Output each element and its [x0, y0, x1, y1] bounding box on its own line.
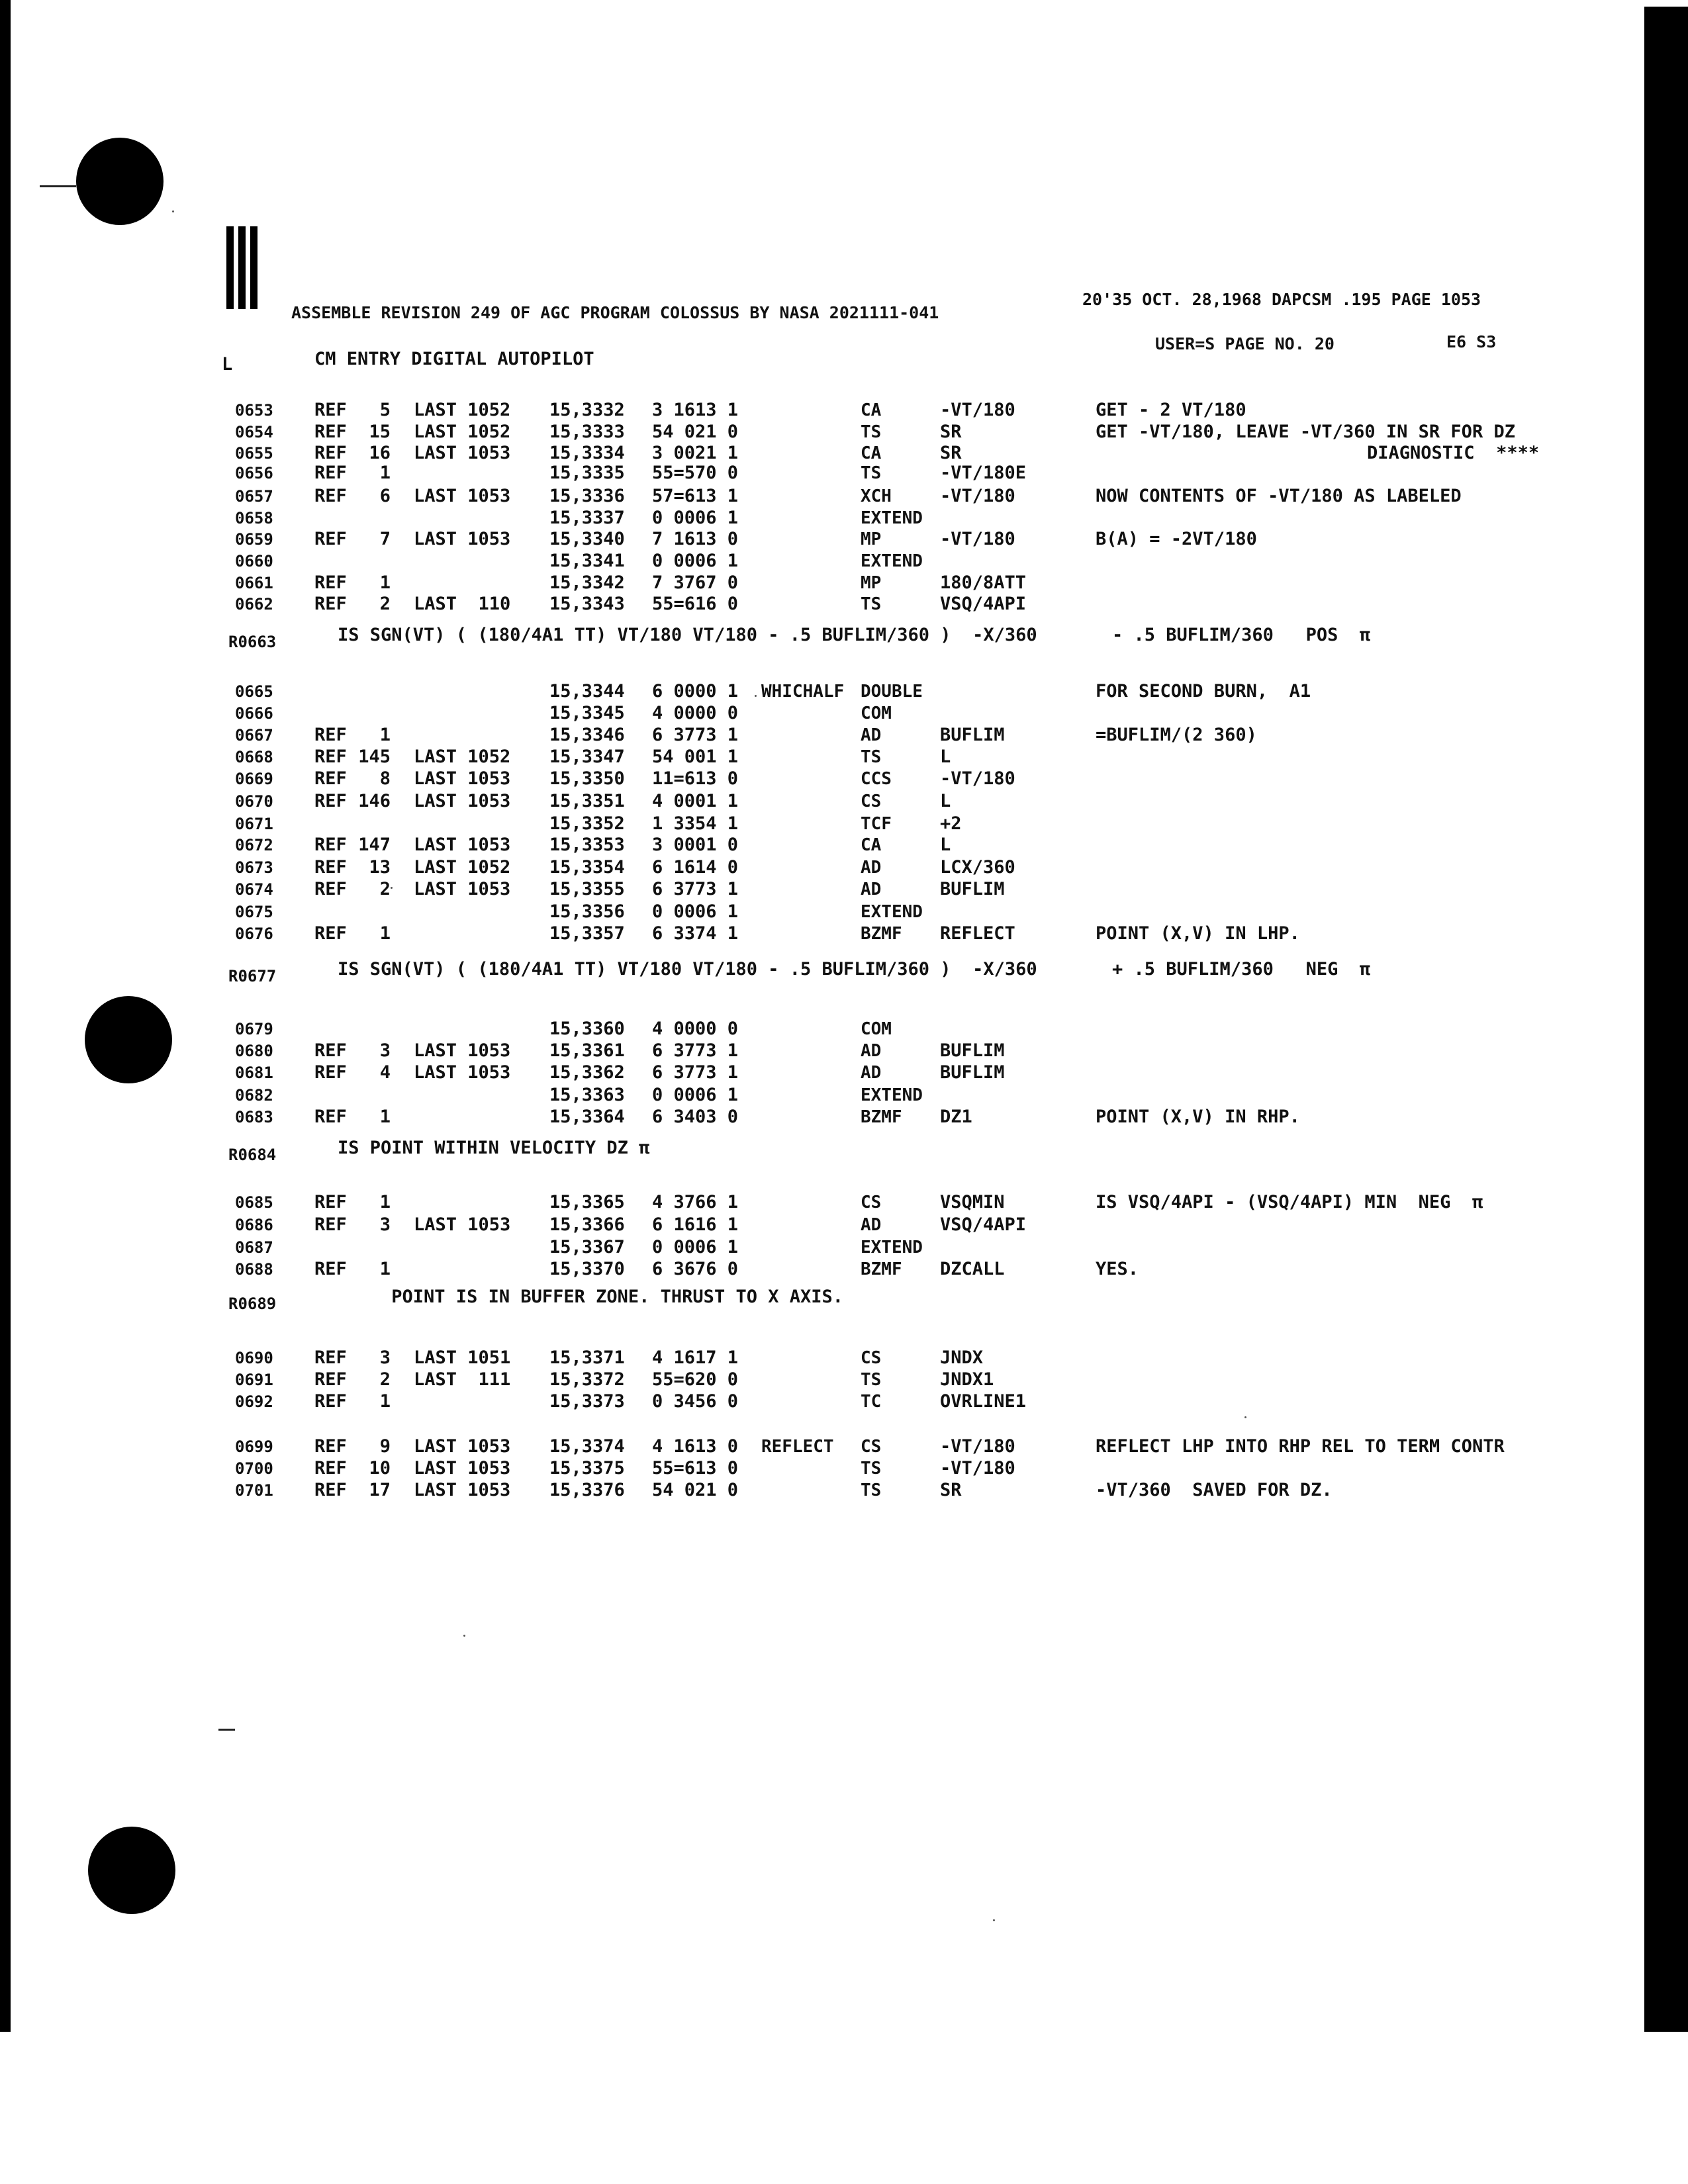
machine-word: 4 0000 0: [652, 1019, 739, 1039]
punch-hole-bottom: [88, 1827, 175, 1914]
address: 15,3353: [549, 835, 625, 855]
comment: IS VSQ/4API - (VSQ/4API) MIN NEG π: [1096, 1192, 1483, 1212]
operand: -VT/180: [940, 1458, 1015, 1479]
ref-count: 15: [369, 422, 391, 442]
machine-word: 3 0001 0: [652, 835, 739, 855]
remark-text: IS SGN(VT) ( (180/4A1 TT) VT/180 VT/180 - .5 BUFLIM/360 ) -X/360: [338, 959, 1037, 979]
address: 15,3361: [549, 1040, 625, 1061]
line-number: 0676: [235, 925, 273, 943]
page-code: E6 S3: [1446, 332, 1497, 351]
user-page-number: USER=S PAGE NO. 20: [1155, 334, 1335, 353]
listing-type-mark: L: [222, 354, 233, 375]
operand: 180/8ATT: [940, 572, 1027, 593]
address: 15,3367: [549, 1237, 625, 1257]
remark-comment: + .5 BUFLIM/360 NEG π: [1112, 959, 1371, 979]
ref-count: 1: [379, 1259, 391, 1279]
machine-word: 7 3767 0: [652, 572, 739, 593]
ref-count: 2: [379, 1369, 391, 1390]
last-ref: LAST 1053: [414, 879, 511, 899]
ref-mark: REF: [314, 1040, 347, 1061]
ref-mark: REF: [314, 422, 347, 442]
operand: VSQ/4API: [940, 1214, 1027, 1235]
address: 15,3370: [549, 1259, 625, 1279]
line-number: 0685: [235, 1193, 273, 1212]
last-ref: LAST 1053: [414, 791, 511, 811]
address: 15,3371: [549, 1347, 625, 1368]
address: 15,3376: [549, 1480, 625, 1500]
last-ref: LAST 1051: [414, 1347, 511, 1368]
machine-word: 4 0000 0: [652, 703, 739, 723]
address: 15,3334: [549, 443, 625, 463]
remark-comment: - .5 BUFLIM/360 POS π: [1112, 625, 1371, 645]
opcode: EXTEND: [861, 1238, 923, 1257]
last-ref: LAST 1052: [414, 422, 511, 442]
machine-word: 6 3676 0: [652, 1259, 739, 1279]
ref-count: 17: [369, 1480, 391, 1500]
opcode: EXTEND: [861, 551, 923, 571]
scan-mark: [218, 1729, 235, 1731]
machine-word: 1 3354 1: [652, 813, 739, 834]
ref-mark: REF: [314, 1369, 347, 1390]
last-ref: LAST 1052: [414, 857, 511, 878]
ref-count: 7: [379, 529, 391, 549]
operand: JNDX1: [940, 1369, 994, 1390]
line-number: 0674: [235, 880, 273, 899]
operand: BUFLIM: [940, 1062, 1005, 1083]
address: 15,3373: [549, 1391, 625, 1412]
line-number: 0668: [235, 748, 273, 766]
line-number: 0669: [235, 770, 273, 788]
address: 15,3336: [549, 486, 625, 506]
ref-mark: REF: [314, 747, 347, 767]
line-number: 0653: [235, 401, 273, 420]
last-ref: LAST 1053: [414, 529, 511, 549]
remark-text: IS SGN(VT) ( (180/4A1 TT) VT/180 VT/180 - .5 BUFLIM/360 ) -X/360: [338, 625, 1037, 645]
comment: POINT (X,V) IN RHP.: [1096, 1107, 1300, 1127]
line-number: 0699: [235, 1437, 273, 1456]
comment: FOR SECOND BURN, A1: [1096, 681, 1311, 702]
line-number: 0665: [235, 682, 273, 701]
address: 15,3366: [549, 1214, 625, 1235]
line-number: 0666: [235, 704, 273, 723]
ref-mark: REF: [314, 529, 347, 549]
ref-mark: REF: [314, 791, 347, 811]
ref-count: 9: [379, 1436, 391, 1457]
opcode: AD: [861, 880, 882, 899]
line-number: 0657: [235, 487, 273, 506]
operand: OVRLINE1: [940, 1391, 1027, 1412]
address: 15,3341: [549, 551, 625, 571]
ref-count: 3: [379, 1347, 391, 1368]
machine-word: 0 0006 1: [652, 551, 739, 571]
opcode: MP: [861, 573, 882, 593]
ref-count: 147: [358, 835, 391, 855]
machine-word: 7 1613 0: [652, 529, 739, 549]
ref-mark: REF: [314, 400, 347, 420]
ref-count: 6: [379, 486, 391, 506]
machine-word: 6 3403 0: [652, 1107, 739, 1127]
ref-mark: REF: [314, 1192, 347, 1212]
operand: -VT/180: [940, 486, 1015, 506]
line-number: 0675: [235, 903, 273, 921]
comment: =BUFLIM/(2 360): [1096, 725, 1257, 745]
ref-count: 16: [369, 443, 391, 463]
address: 15,3350: [549, 768, 625, 789]
line-number: 0654: [235, 423, 273, 441]
ref-count: 10: [369, 1458, 391, 1479]
line-number: 0688: [235, 1260, 273, 1279]
symbol-label: REFLECT: [761, 1437, 834, 1457]
ref-count: 1: [379, 1391, 391, 1412]
scan-mark: [40, 185, 76, 187]
operand: -VT/180: [940, 1436, 1015, 1457]
machine-word: 4 1617 1: [652, 1347, 739, 1368]
operand: BUFLIM: [940, 879, 1005, 899]
line-number: 0690: [235, 1349, 273, 1367]
opcode: EXTEND: [861, 902, 923, 922]
line-number: 0659: [235, 530, 273, 549]
address: 15,3375: [549, 1458, 625, 1479]
address: 15,3347: [549, 747, 625, 767]
address: 15,3364: [549, 1107, 625, 1127]
comment: NOW CONTENTS OF -VT/180 AS LABELED: [1096, 486, 1462, 506]
opcode: XCH: [861, 486, 892, 506]
line-number: 0680: [235, 1042, 273, 1060]
ref-count: 13: [369, 857, 391, 878]
ref-count: 1: [379, 572, 391, 593]
last-ref: LAST 1053: [414, 1214, 511, 1235]
machine-word: 54 021 0: [652, 422, 739, 442]
line-number: 0667: [235, 726, 273, 745]
line-number: 0687: [235, 1238, 273, 1257]
machine-word: 57=613 1: [652, 486, 739, 506]
address: 15,3374: [549, 1436, 625, 1457]
address: 15,3332: [549, 400, 625, 420]
remark-text: POINT IS IN BUFFER ZONE. THRUST TO X AXIS.: [338, 1287, 844, 1307]
line-number: 0660: [235, 552, 273, 570]
ref-mark: REF: [314, 1391, 347, 1412]
machine-word: 4 1613 0: [652, 1436, 739, 1457]
comment: GET - 2 VT/180: [1096, 400, 1246, 420]
address: 15,3357: [549, 923, 625, 944]
ref-mark: REF: [314, 486, 347, 506]
line-number: 0700: [235, 1459, 273, 1478]
ref-count: 1: [379, 725, 391, 745]
ref-mark: REF: [314, 1107, 347, 1127]
machine-word: 3 0021 1: [652, 443, 739, 463]
operand: -VT/180: [940, 400, 1015, 420]
opcode: TS: [861, 1480, 882, 1500]
remark-line-number: R0684: [228, 1146, 277, 1164]
machine-word: 55=613 0: [652, 1458, 739, 1479]
ref-mark: REF: [314, 768, 347, 789]
machine-word: 54 001 1: [652, 747, 739, 767]
machine-word: 6 1616 1: [652, 1214, 739, 1235]
address: 15,3352: [549, 813, 625, 834]
ref-mark: REF: [314, 572, 347, 593]
machine-word: 6 3773 1: [652, 1040, 739, 1061]
operand: LCX/360: [940, 857, 1015, 878]
last-ref: LAST 1053: [414, 443, 511, 463]
scan-edge-left: [0, 0, 11, 2032]
line-number: 0661: [235, 574, 273, 592]
address: 15,3342: [549, 572, 625, 593]
ref-mark: REF: [314, 443, 347, 463]
line-number: 0658: [235, 509, 273, 527]
machine-word: 55=570 0: [652, 463, 739, 483]
line-number: 0656: [235, 464, 273, 482]
line-number: 0682: [235, 1086, 273, 1105]
operand: VSQ/4API: [940, 594, 1027, 614]
ref-count: 2: [379, 594, 391, 614]
line-number: 0701: [235, 1481, 273, 1500]
last-ref: LAST 1052: [414, 400, 511, 420]
line-number: 0673: [235, 858, 273, 877]
opcode: TCF: [861, 814, 892, 834]
operand: REFLECT: [940, 923, 1015, 944]
comment: GET -VT/180, LEAVE -VT/360 IN SR FOR DZ: [1096, 422, 1515, 442]
ref-mark: REF: [314, 835, 347, 855]
opcode: MP: [861, 529, 882, 549]
ref-mark: REF: [314, 1062, 347, 1083]
remark-line-number: R0677: [228, 967, 277, 985]
operand: JNDX: [940, 1347, 984, 1368]
operand: SR: [940, 443, 962, 463]
address: 15,3360: [549, 1019, 625, 1039]
ref-mark: REF: [314, 1214, 347, 1235]
machine-word: 6 3773 1: [652, 1062, 739, 1083]
opcode: AD: [861, 1215, 882, 1235]
remark-line-number: R0689: [228, 1295, 277, 1313]
opcode: TS: [861, 1459, 882, 1479]
last-ref: LAST 111: [414, 1369, 511, 1390]
opcode: BZMF: [861, 1107, 902, 1127]
ref-count: 1: [379, 923, 391, 944]
line-number: 0691: [235, 1371, 273, 1389]
opcode: AD: [861, 1063, 882, 1083]
machine-word: 4 3766 1: [652, 1192, 739, 1212]
comment: YES.: [1096, 1259, 1139, 1279]
machine-word: 4 0001 1: [652, 791, 739, 811]
ref-mark: REF: [314, 725, 347, 745]
ref-mark: REF: [314, 857, 347, 878]
operand: BUFLIM: [940, 725, 1005, 745]
operand: L: [940, 835, 951, 855]
line-number: 0683: [235, 1108, 273, 1126]
ref-mark: REF: [314, 1436, 347, 1457]
address: 15,3344: [549, 681, 625, 702]
opcode: CS: [861, 1193, 882, 1212]
address: 15,3365: [549, 1192, 625, 1212]
machine-word: 0 0006 1: [652, 1237, 739, 1257]
machine-word: 55=620 0: [652, 1369, 739, 1390]
address: 15,3345: [549, 703, 625, 723]
opcode: COM: [861, 704, 892, 723]
opcode: CA: [861, 835, 882, 855]
opcode: TS: [861, 594, 882, 614]
address: 15,3343: [549, 594, 625, 614]
remark-text: IS POINT WITHIN VELOCITY DZ π: [338, 1138, 650, 1158]
operand: SR: [940, 422, 962, 442]
last-ref: LAST 1053: [414, 1436, 511, 1457]
address: 15,3351: [549, 791, 625, 811]
opcode: AD: [861, 858, 882, 878]
ref-count: 1: [379, 463, 391, 483]
last-ref: LAST 1053: [414, 1458, 511, 1479]
machine-word: 54 021 0: [652, 1480, 739, 1500]
opcode: TS: [861, 747, 882, 767]
comment: POINT (X,V) IN LHP.: [1096, 923, 1300, 944]
machine-word: 11=613 0: [652, 768, 739, 789]
address: 15,3337: [549, 508, 625, 528]
operand: BUFLIM: [940, 1040, 1005, 1061]
comment: DIAGNOSTIC ****: [1367, 443, 1540, 463]
ref-count: 3: [379, 1040, 391, 1061]
address: 15,3340: [549, 529, 625, 549]
address: 15,3355: [549, 879, 625, 899]
opcode: COM: [861, 1019, 892, 1039]
ref-mark: REF: [314, 1480, 347, 1500]
opcode: TS: [861, 463, 882, 483]
operand: L: [940, 791, 951, 811]
line-number: 0670: [235, 792, 273, 811]
last-ref: LAST 1053: [414, 1040, 511, 1061]
opcode: TS: [861, 422, 882, 442]
machine-word: 6 0000 1: [652, 681, 739, 702]
operand: DZCALL: [940, 1259, 1005, 1279]
operand: -VT/180: [940, 529, 1015, 549]
machine-word: 6 3773 1: [652, 879, 739, 899]
opcode: AD: [861, 725, 882, 745]
binder-mark: [226, 226, 266, 316]
operand: -VT/180E: [940, 463, 1027, 483]
line-number: 0672: [235, 836, 273, 854]
opcode: DOUBLE: [861, 682, 923, 702]
last-ref: LAST 1053: [414, 486, 511, 506]
address: 15,3372: [549, 1369, 625, 1390]
machine-word: 6 3374 1: [652, 923, 739, 944]
address: 15,3333: [549, 422, 625, 442]
punch-hole-top: [76, 138, 164, 225]
machine-word: 0 0006 1: [652, 508, 739, 528]
ref-mark: REF: [314, 463, 347, 483]
ref-mark: REF: [314, 923, 347, 944]
opcode: TC: [861, 1392, 882, 1412]
last-ref: LAST 110: [414, 594, 511, 614]
line-number: 0679: [235, 1020, 273, 1038]
opcode: CCS: [861, 769, 892, 789]
machine-word: 0 0006 1: [652, 901, 739, 922]
opcode: EXTEND: [861, 508, 923, 528]
ref-count: 2: [379, 879, 391, 899]
comment: B(A) = -2VT/180: [1096, 529, 1257, 549]
opcode: BZMF: [861, 1259, 902, 1279]
last-ref: LAST 1053: [414, 1062, 511, 1083]
operand: -VT/180: [940, 768, 1015, 789]
page-header: 20'35 OCT. 28,1968 DAPCSM .195 PAGE 1053: [1082, 290, 1481, 309]
comment: -VT/360 SAVED FOR DZ.: [1096, 1480, 1333, 1500]
opcode: CS: [861, 792, 882, 811]
line-number: 0686: [235, 1216, 273, 1234]
ref-count: 8: [379, 768, 391, 789]
last-ref: LAST 1053: [414, 835, 511, 855]
machine-word: 0 3456 0: [652, 1391, 739, 1412]
opcode: AD: [861, 1041, 882, 1061]
scan-edge-right: [1644, 7, 1688, 2032]
machine-word: 0 0006 1: [652, 1085, 739, 1105]
last-ref: LAST 1052: [414, 747, 511, 767]
opcode: BZMF: [861, 924, 902, 944]
operand: DZ1: [940, 1107, 972, 1127]
ref-count: 146: [358, 791, 391, 811]
address: 15,3346: [549, 725, 625, 745]
opcode: CS: [861, 1348, 882, 1368]
opcode: EXTEND: [861, 1085, 923, 1105]
ref-count: 1: [379, 1192, 391, 1212]
ref-count: 4: [379, 1062, 391, 1083]
assembly-header: ASSEMBLE REVISION 249 OF AGC PROGRAM COLOSSUS BY NASA 2021111-041: [291, 303, 939, 322]
comment: REFLECT LHP INTO RHP REL TO TERM CONTR: [1096, 1436, 1505, 1457]
opcode: TS: [861, 1370, 882, 1390]
ref-mark: REF: [314, 594, 347, 614]
ref-count: 3: [379, 1214, 391, 1235]
opcode: CS: [861, 1437, 882, 1457]
machine-word: 3 1613 1: [652, 400, 739, 420]
address: 15,3335: [549, 463, 625, 483]
last-ref: LAST 1053: [414, 1480, 511, 1500]
line-number: 0692: [235, 1392, 273, 1411]
machine-word: 55=616 0: [652, 594, 739, 614]
operand: VSQMIN: [940, 1192, 1005, 1212]
ref-count: 1: [379, 1107, 391, 1127]
remark-line-number: R0663: [228, 633, 277, 651]
ref-mark: REF: [314, 879, 347, 899]
opcode: CA: [861, 443, 882, 463]
section-title: CM ENTRY DIGITAL AUTOPILOT: [314, 349, 594, 369]
ref-mark: REF: [314, 1259, 347, 1279]
machine-word: 6 1614 0: [652, 857, 739, 878]
line-number: 0681: [235, 1064, 273, 1082]
machine-word: 6 3773 1: [652, 725, 739, 745]
line-number: 0662: [235, 595, 273, 614]
opcode: CA: [861, 400, 882, 420]
line-number: 0655: [235, 444, 273, 463]
punch-hole-middle: [85, 996, 172, 1083]
ref-count: 145: [358, 747, 391, 767]
operand: SR: [940, 1480, 962, 1500]
ref-count: 5: [379, 400, 391, 420]
address: 15,3354: [549, 857, 625, 878]
address: 15,3363: [549, 1085, 625, 1105]
address: 15,3362: [549, 1062, 625, 1083]
last-ref: LAST 1053: [414, 768, 511, 789]
operand: L: [940, 747, 951, 767]
symbol-label: WHICHALF: [761, 682, 845, 702]
line-number: 0671: [235, 815, 273, 833]
operand: +2: [940, 813, 962, 834]
address: 15,3356: [549, 901, 625, 922]
ref-mark: REF: [314, 1458, 347, 1479]
ref-mark: REF: [314, 1347, 347, 1368]
